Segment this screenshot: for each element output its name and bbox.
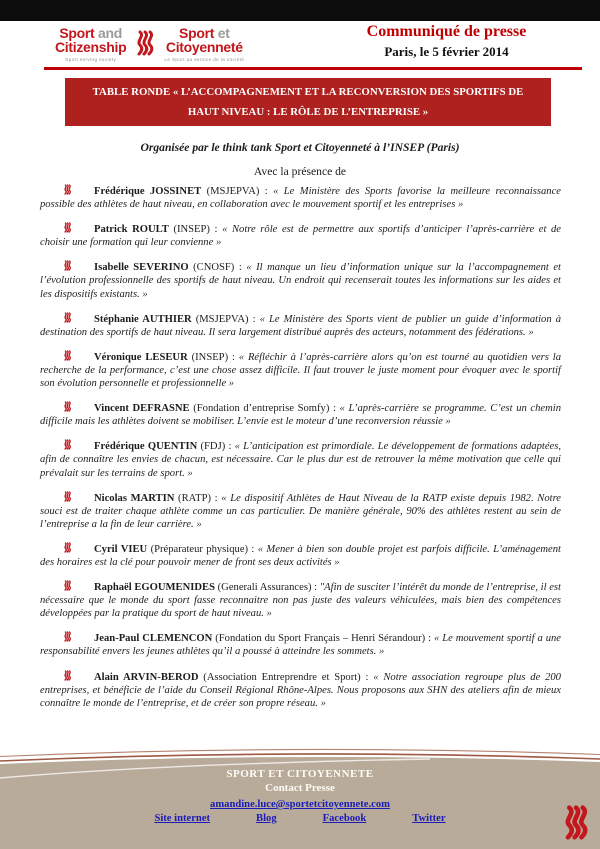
presence-line: Avec la présence de: [253, 165, 347, 178]
attendee-name: Alain ARVIN-BEROD: [94, 671, 199, 683]
attendee-name: Vincent DEFRASNE: [94, 403, 190, 415]
attendee-org: (CNOSF) :: [188, 262, 247, 274]
attendee-quote: « Réfléchir à l’après-carrière alors qu’on est tourné au quotidien vers la recherche de la performance, c’est une chose assez difficile. Il faut trouver le juste moment pour évoquer avec le sportif son évolution personnelle et professionnelle »: [40, 351, 561, 390]
footer: [0, 748, 600, 849]
logo-right-word2: et: [217, 25, 230, 41]
link-blog[interactable]: Blog: [256, 813, 277, 824]
header-divider-rule: [44, 67, 582, 70]
top-black-bar: [0, 0, 600, 21]
attendee-item: [40, 312, 561, 339]
attendee-org: (RATP) :: [174, 492, 222, 504]
attendee-org: (Generali Assurances) :: [214, 582, 320, 594]
attendee-item: [40, 542, 561, 569]
attendee-item: [40, 260, 561, 300]
logo-right-tagline: Le Sport au service de la société: [164, 56, 245, 62]
attendee-org: (MSJEPVA) :: [201, 186, 274, 197]
footer-org-name: SPORT ET CITOYENNETE: [226, 768, 374, 780]
sss-bullet-icon: [63, 582, 72, 593]
attendee-name: Jean-Paul CLEMENCON: [94, 633, 213, 645]
attendee-quote: « Notre rôle est de permettre aux sportifs d’anticiper l’après-carrière et de choisir une formation qui leur convienne »: [40, 224, 561, 249]
logo-sport-and-citizenship: [55, 26, 126, 62]
link-twitter[interactable]: Twitter: [412, 813, 446, 824]
sss-bullet-icon: [63, 633, 72, 644]
footer-contact-label: Contact Presse: [265, 782, 335, 794]
round-table-banner: TABLE RONDE « L’ACCOMPAGNEMENT ET LA RECONVERSION DES SPORTIFS DE HAUT NIVEAU : LE RÔLE DE L’ENTREPRISE »: [65, 78, 551, 126]
press-release-title: Communiqué de presse: [366, 23, 527, 40]
attendee-org: (Préparateur physique) :: [147, 543, 258, 555]
attendee-item: [40, 401, 561, 428]
logo-right-word1: Sport: [179, 25, 215, 41]
footer-contact-block: [0, 768, 600, 812]
attendee-quote: « Le dispositif Athlètes de Haut Niveau de la RATP existe depuis 1982. Notre souci est de traiter chaque athlète comme un cas particulier. De manière générale, 90% des athlètes restent au sein de l’entreprise a la fin de leur carrière. »: [40, 492, 562, 530]
sss-bullet-icon: [63, 403, 72, 414]
attendee-name: Cyril VIEU: [94, 543, 148, 555]
attendee-item: [40, 184, 561, 211]
attendee-org: (INSEP) :: [187, 351, 239, 363]
sss-bullet-icon: [63, 672, 72, 683]
attendee-quote: "Afin de susciter l’intérêt du monde de l’entreprise, il est nécessaire que le monde du sport fasse reconnaitre non pas juste des valeurs véhiculées, mais bien des compétences développées par la pratique du sport de haut niveau. »: [40, 582, 561, 620]
attendee-quote: « L’après-carrière se programme. C’est un chemin difficile mais les athlètes doivent se mobiliser. L’envie est le moteur d’une reconversion réussie »: [40, 403, 561, 428]
attendee-org: (INSEP) :: [168, 224, 223, 236]
logo-left-word2: and: [98, 25, 123, 41]
attendee-quote: « L’anticipation est primordiale. Le développement de formations adaptées, afin de connaître les envies de chacun, est nécessaire. Car le plus dur est de retrouver la même motivation que celle qui prévalait sur les terrains de sport. »: [40, 441, 561, 479]
attendee-quote: « Le Ministère des Sports vient de publier un guide d’information à destination des sportifs de haut niveau. Il sera largement distribué auprès des acteurs, notamment des fédérations. »: [40, 313, 562, 338]
sss-bullet-icon: [63, 352, 72, 363]
sss-bullet-icon: [63, 186, 72, 197]
footer-links-row: [0, 813, 600, 824]
attendee-item: [40, 631, 561, 658]
attendee-item: [40, 350, 561, 390]
document-header: [0, 21, 600, 69]
press-release-date: Paris, le 5 février 2014: [384, 44, 509, 59]
attendee-quote: « Le Ministère des Sports favorise la meilleure reconnaissance possible des athlètes de haut niveau, en collaboration avec le mouvement sportif et les entreprises »: [40, 186, 561, 211]
attendee-name: Patrick ROULT: [94, 224, 169, 236]
sss-bullet-icon: [63, 441, 72, 452]
sss-bullet-icon: [63, 314, 72, 325]
attendee-item: [40, 222, 561, 249]
attendee-org: (FDJ) :: [197, 441, 235, 453]
contact-email-link[interactable]: amandine.luce@sportetcitoyennete.com: [210, 799, 390, 810]
organizer-line: Organisée par le think tank Sport et Citoyenneté à l’INSEP (Paris): [140, 141, 460, 154]
sss-bullet-icon: [63, 544, 72, 555]
press-release-block: [329, 23, 564, 60]
attendee-quote: « Le mouvement sportif a une responsabilité envers les jeunes athlètes qu’il a poussé à atteindre les sommets. »: [40, 633, 561, 658]
attendee-name: Isabelle SEVERINO: [94, 262, 189, 274]
attendee-quote: « Il manque un lieu d’information unique sur la l’accompagnement et l’évolution professionnelle des sportifs de haut niveau. Un endroit qui recenserait toutes les informations sur les aides et les dispositifs existants. »: [40, 262, 561, 300]
link-facebook[interactable]: Facebook: [322, 813, 367, 824]
attendee-item: [40, 439, 561, 479]
attendee-name: Raphaël EGOUMENIDES: [94, 582, 215, 594]
attendee-org: (MSJEPVA) :: [191, 313, 260, 325]
logo-right-word3: Citoyenneté: [165, 39, 243, 56]
link-site-internet[interactable]: Site internet: [154, 813, 211, 824]
attendee-quote: « Mener à bien son double projet est parfois difficile. L’aménagement des horaires est la clé pour pouvoir mener de front ses deux activités »: [40, 543, 562, 568]
logo-group: [55, 26, 244, 63]
logo-left-word1: Sport: [59, 25, 95, 41]
attendee-item: [40, 580, 561, 620]
attendee-name: Véronique LESEUR: [94, 351, 188, 363]
sss-bullet-icon: [63, 493, 72, 504]
attendee-name: Stéphanie AUTHIER: [94, 313, 192, 325]
attendee-name: Frédérique QUENTIN: [94, 441, 198, 453]
sss-bullet-icon: [63, 224, 72, 235]
logo-left-tagline: Sport serving society: [65, 56, 117, 62]
attendee-list: [40, 184, 561, 721]
attendee-name: Nicolas MARTIN: [94, 492, 175, 504]
attendee-item: [40, 670, 561, 710]
attendee-item: [40, 491, 561, 531]
logo-sport-et-citoyennete: [164, 26, 244, 62]
attendee-name: Frédérique JOSSINET: [94, 186, 202, 197]
attendee-org: (Fondation du Sport Français – Henri Sérandour) :: [212, 633, 434, 645]
sss-footer-logo-icon: [560, 805, 592, 845]
attendee-org: (Fondation d’entreprise Somfy) :: [189, 403, 340, 415]
attendee-quote: « Notre association regroupe plus de 200 entreprises, et bénéficie de l’aide du Conseil Régional Rhône-Alpes. Nous proposons aux SHN des ateliers afin de mieux connaître le monde de l’entreprise, et de créer son propre réseau. »: [40, 671, 561, 709]
sss-bullet-icon: [63, 262, 72, 273]
sss-flame-icon: [134, 28, 156, 63]
logo-left-word3: Citizenship: [55, 39, 127, 56]
attendee-org: (Association Entreprendre et Sport) :: [198, 671, 374, 683]
